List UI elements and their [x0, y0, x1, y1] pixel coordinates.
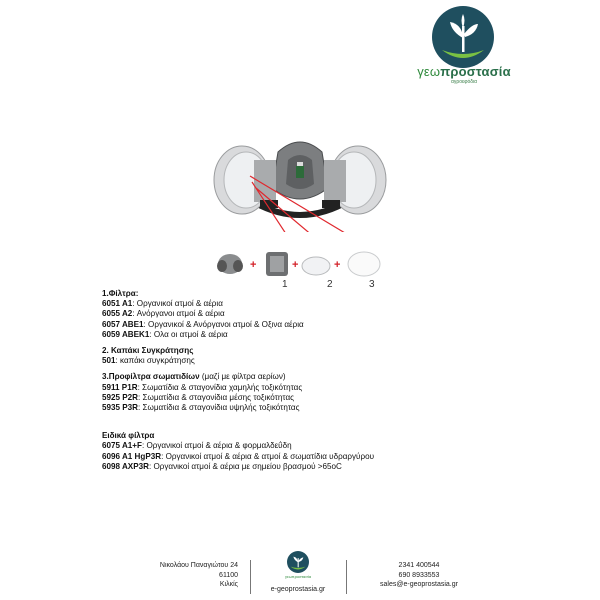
filter-item: 6057 ABE1: Οργανικοί & Ανόργανοι ατμοί & Οξινα αέρια — [102, 319, 304, 329]
special-item: 6096 A1 HgP3R: Οργανικοί ατμοί & αέρια & ατμοί & σωματίδια υδραργύρου — [102, 451, 375, 461]
part-label-2: 2 — [327, 279, 333, 290]
footer-phone-1[interactable]: 2341 400544 — [398, 562, 440, 569]
footer-contact — [364, 561, 474, 590]
footer-logo-emblem — [287, 551, 309, 573]
part-label-1: 1 — [282, 279, 288, 290]
section-prefilters-title: 3.Προφίλτρα σωματιδίων (μαζί με φίλτρα αερίων) — [102, 372, 286, 382]
brand-subtitle: αγροεφόδια — [450, 79, 478, 85]
filter-item: 6059 ABEK1: Ολα οι ατμοί & αέρια — [102, 329, 228, 339]
filter-item: 6055 A2: Ανόργανοι ατμοί & αέρια — [102, 309, 225, 319]
brand-part-1: γεω — [417, 64, 441, 79]
logo-emblem — [432, 6, 494, 68]
prefilter-item: 5925 P2R: Σωματίδια & σταγονίδια μέσης τοξικότητας — [102, 392, 295, 402]
footer-divider-left — [250, 560, 251, 594]
sprout-icon — [287, 551, 309, 573]
special-item: 6098 AXP3R: Οργανικοί ατμοί & αέρια με σημείου βρασμού >65oC — [102, 461, 342, 471]
svg-text:+: + — [292, 259, 299, 271]
footer-zip: 61100 — [219, 571, 238, 579]
product-text — [102, 289, 502, 472]
svg-text:+: + — [334, 259, 341, 271]
section-filters-title: 1.Φίλτρα: — [102, 289, 139, 298]
footer-brand: γεωπροστασία — [284, 574, 312, 579]
parts-image — [210, 244, 390, 280]
prefilter-item: 5911 P1R: Σωματίδια & σταγονίδια χαμηλής τοξικότητας — [102, 382, 303, 392]
prefilter-item: 5935 P3R: Σωματίδια & σταγονίδια υψηλής τοξικότητας — [102, 403, 300, 413]
sprout-icon — [432, 6, 494, 68]
footer-city: Κιλκίς — [219, 581, 238, 588]
footer-divider-right — [346, 560, 347, 594]
section-cap-title: 2. Καπάκι Συγκράτησης — [102, 346, 194, 356]
section-special-title: Ειδικά φίλτρα — [102, 431, 155, 441]
brand-part-2: προστασία — [440, 64, 511, 79]
footer-phone-2[interactable]: 690 8933553 — [398, 571, 440, 579]
filter-item: 6051 A1: Οργανικοί ατμοί & αέρια — [102, 299, 223, 309]
footer-street: Νικολάου Παναγιώτου 24 — [159, 562, 238, 569]
respirator-image — [210, 130, 390, 232]
part-label-3: 3 — [369, 279, 375, 290]
brand-name — [408, 64, 520, 79]
footer-website-link[interactable]: e-geoprostasia.gr — [270, 586, 326, 593]
footer-address — [118, 561, 238, 590]
cap-item: 501: καπάκι συγκράτησης — [102, 356, 195, 366]
svg-text:+: + — [250, 259, 257, 271]
special-item: 6075 A1+F: Οργανικοί ατμοί & αέρια & φορμαλδεΰδη — [102, 441, 292, 451]
footer-email-link[interactable]: sales@e-geoprostasia.gr — [380, 581, 458, 588]
